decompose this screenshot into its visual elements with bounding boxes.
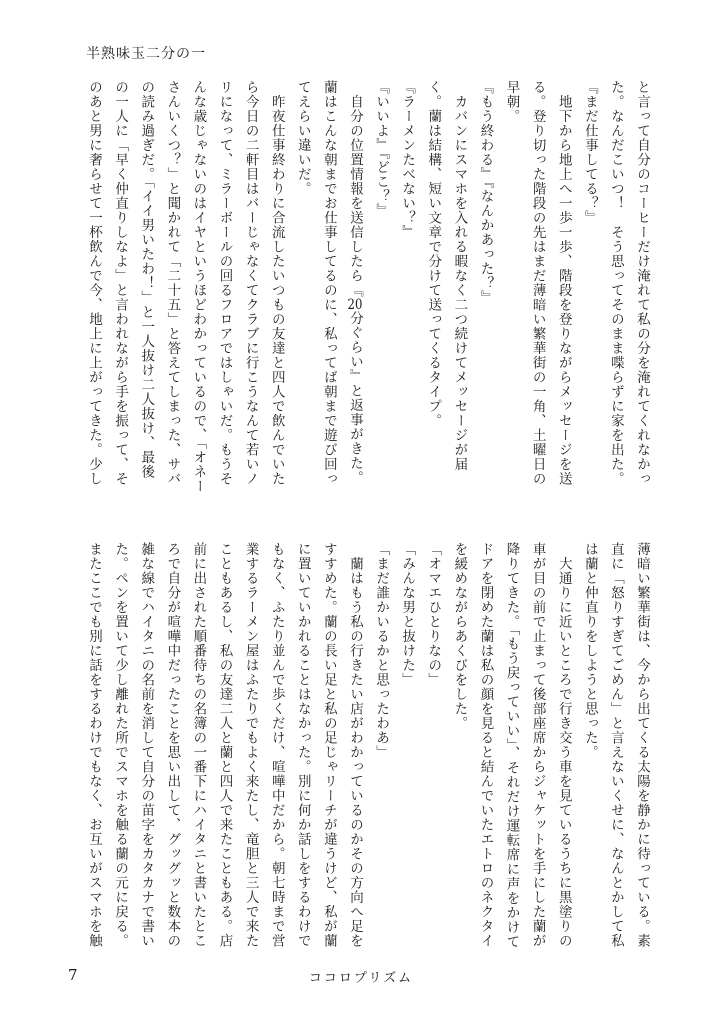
text-column: ら今日の二軒目はバーじゃなくてクラブに行こうなんて若いノ (242, 80, 259, 486)
text-column: の読み過ぎだ。「イイ男いたわ！」と一人抜け二人抜け、最後 (138, 80, 155, 480)
text-column: 蘭はもう私の行きたい店がわかっているのかその方向へ足を (346, 542, 363, 948)
text-column: 『ラーメンたべない？』 (399, 80, 416, 240)
text-column: 雑な線でハイタニの名前を消して自分の苗字をカタカナで書い (138, 542, 155, 948)
text-column: 車が目の前で止まって後部座席からジャケットを手にした蘭が (529, 542, 546, 948)
text-column: は蘭と仲直りをしようと思った。 (581, 542, 598, 760)
text-column: く。蘭は結構、短い文章で分けて送ってくるタイプ。 (425, 80, 442, 428)
text-column: 業するラーメン屋はふたりでもよく来たし、竜胆と三人で来た (242, 542, 259, 948)
running-title: 半熟味玉二分の一 (86, 46, 206, 62)
text-column: さんいくつ？」と聞かれて「二十五」と答えてしまった、サバ (164, 80, 181, 486)
text-column: すすめた。蘭の長い足と私の足じゃリーチが違うけど、私が蘭 (320, 542, 337, 948)
text-run: 分ぐらい』と返事がきた。 (346, 311, 363, 485)
text-column: んな歳じゃないのはイヤというほどわかっているので、「オネー (190, 80, 207, 494)
text-column: カバンにスマホを入れる暇なく二つ続けてメッセージが届 (451, 80, 468, 472)
text-column: る。登り切った階段の先はまだ薄暗い繁華街の一角、土曜日の (529, 80, 546, 486)
text-column: 『もう終わる』『なんかあった？』 (477, 80, 494, 306)
text-column: もなく、ふたり並んで歩くだけ、喧嘩中だから。朝七時まで営 (268, 542, 285, 948)
text-column: 早朝。 (503, 80, 520, 124)
text-column: 昨夜仕事終わりに合流したいつもの友達と四人で飲んでいた (268, 80, 285, 486)
text-column: の一人に「早く仲直りしなよ」と言われながら手を振って、そ (112, 80, 129, 486)
text-run: 自分の位置情報を送信したら『 (346, 80, 363, 298)
text-column: またここでも別に話をするわけでもなく、お互いがスマホを触 (86, 542, 103, 948)
text-column: 薄暗い繁華街は、今から出てくる太陽を静かに待っている。素 (634, 542, 650, 948)
text-column: のあと男に奢らせて一杯飲んで今、地上に上がってきた。少し (86, 80, 103, 486)
text-column: 大通りに近いところで行き交う車を見ているうちに黒塗りの (555, 542, 572, 948)
text-column: 「みんな男と抜けた」 (399, 542, 416, 687)
text-column: こともあるし、私の友達二人と蘭と四人で来たこともある。店 (216, 542, 233, 948)
text-column: た。ペンを置いて少し離れた所でスマホを触る蘭の元に戻る。 (112, 542, 129, 948)
text-column: 降りてきた。「もう戻っていい」、それだけ運転席に声をかけて (503, 542, 520, 949)
text-column: と言って自分のコーヒーだけ淹れて私の分を淹れてくれなかっ (634, 80, 650, 486)
book-title: ココロプリズム (308, 971, 414, 986)
text-column: 『いいよ』『どこ？』 (373, 80, 390, 219)
text-column: てえらい違いだ。 (294, 80, 311, 196)
text-column: 「まだ誰かいるかと思ったわあ」 (373, 542, 390, 760)
page-number: 7 (68, 966, 78, 984)
text-column: ドアを閉めた蘭は私の顔を見ると結んでいたエトロのネクタイ (477, 542, 494, 948)
text-column: た。なんだこいつ！ そう思ってそのまま喋らずに家を出た。 (607, 80, 624, 486)
text-column: 前に出された順番待ちの名簿の一番下にハイタニと書いたとこ (190, 542, 207, 948)
text-column (342, 80, 368, 495)
text-column: 直に「怒りすぎてごめん」と言えないくせに、なんとかして私 (607, 542, 624, 948)
top-text-block (81, 80, 655, 495)
bottom-text-block (81, 542, 655, 960)
text-column: リになって、ミラーボールの回るフロアではしゃいだ。もうそ (216, 80, 233, 486)
text-column: 「オマエひとりなの」 (425, 542, 442, 687)
text-column: ろで自分が喧嘩中だったことを思い出して、グッグッと数本の (164, 542, 181, 948)
text-column: を緩めながらあくびをした。 (451, 542, 468, 731)
text-column: に置いていかれることはなかった。別に何か話しをするわけで (294, 542, 311, 948)
text-column: 地下から地上へ一歩一歩、階段を登りながらメッセージを送 (555, 80, 572, 486)
text-column: 『まだ仕事してる？』 (581, 80, 598, 225)
text-column: 蘭はこんな朝までお仕事してるのに、私ってば朝まで遊び回っ (320, 80, 337, 486)
tate-chu-yoko-number: 20 (347, 297, 363, 311)
